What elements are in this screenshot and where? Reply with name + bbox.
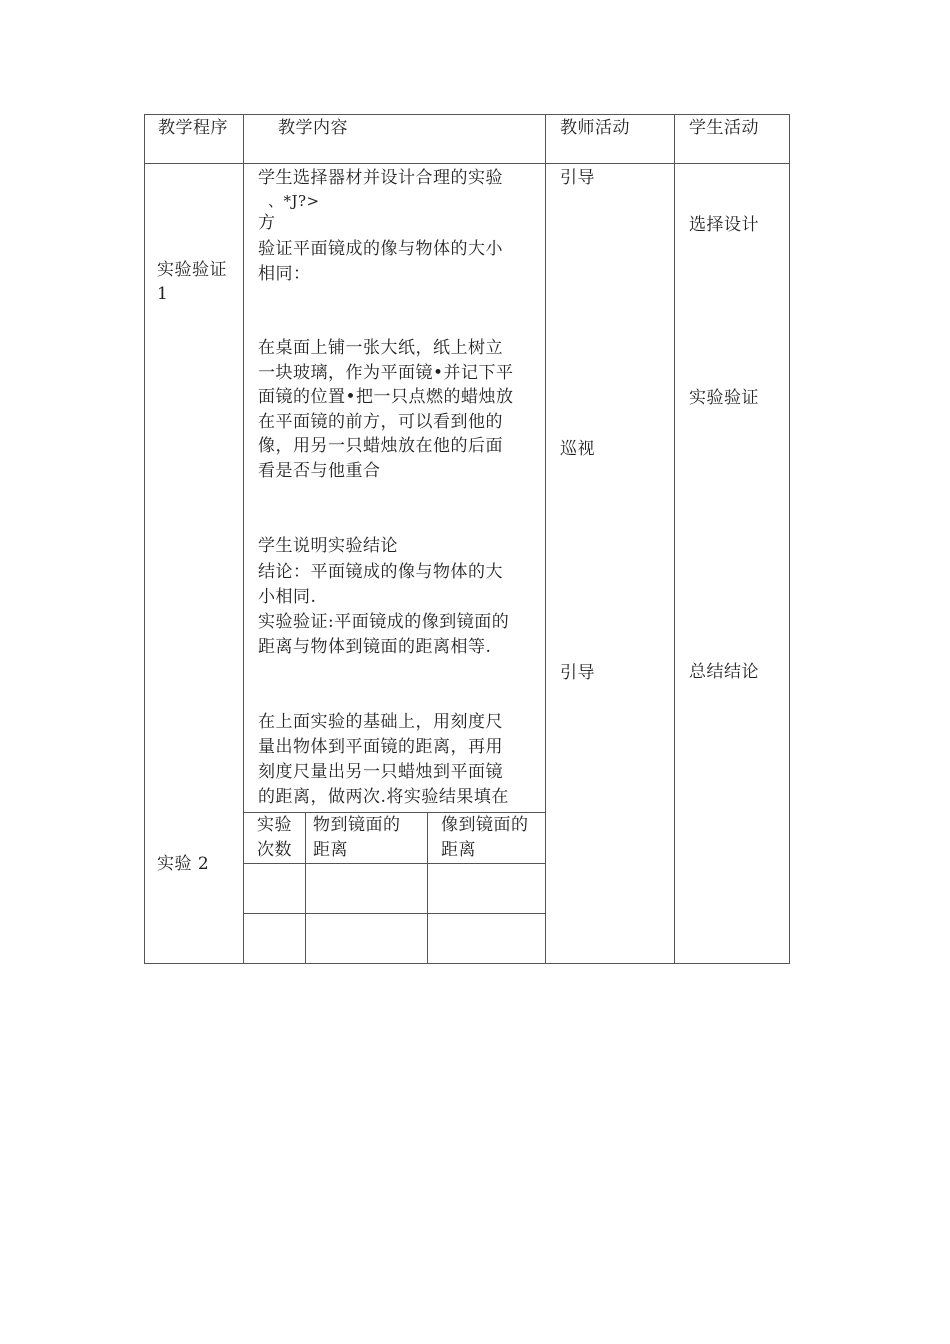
content-p1-line5: 相同：: [258, 264, 311, 284]
content-p1-line4: 验证平面镜成的像与物体的大小: [258, 239, 503, 259]
inner-col2-line1: 物到镜面的: [313, 815, 401, 835]
procedure-step1-line2: 1: [157, 284, 169, 304]
inner-col1-line2: 次数: [257, 840, 292, 860]
procedure-step1-line1: 实验验证: [157, 260, 227, 280]
content-p1-line3: 方: [258, 213, 276, 233]
content-p4-line1: 在上面实验的基础上，用刻度尺: [258, 712, 503, 732]
content-p2-line4: 在平面镜的前方，可以看到他的: [258, 412, 503, 432]
teacher-activity-3: 引导: [560, 663, 595, 683]
content-p4-line4: 的距离，做两次.将实验结果填在: [258, 787, 509, 807]
inner-col3-line2: 距离: [441, 840, 476, 860]
content-p4-line2: 量出物体到平面镜的距离，再用: [258, 737, 503, 757]
header-divider: [144, 163, 790, 164]
teacher-activity-1: 引导: [560, 168, 595, 188]
student-activity-1: 选择设计: [689, 215, 759, 235]
content-p3-line1: 学生说明实验结论: [258, 536, 398, 556]
content-p1-line2: 、*J?>: [268, 192, 320, 210]
inner-col1-line1: 实验: [257, 815, 292, 835]
content-p2-line5: 像，用另一只蜡烛放在他的后面: [258, 436, 503, 456]
content-p3-line4: 实验验证:平面镜成的像到镜面的: [258, 612, 510, 632]
inner-table-row-2: [243, 913, 545, 914]
content-p2-line2: 一块玻璃，作为平面镜•并记下平: [258, 363, 514, 383]
content-p2-line1: 在桌面上铺一张大纸，纸上树立: [258, 338, 503, 358]
inner-col-divider-1: [305, 812, 306, 964]
inner-col3-line1: 像到镜面的: [441, 815, 529, 835]
content-p3-line3: 小相同.: [258, 587, 317, 607]
header-procedure: 教学程序: [158, 118, 228, 138]
inner-table-row-1: [243, 863, 545, 864]
col-divider-1: [243, 114, 244, 964]
student-activity-3: 总结结论: [689, 662, 759, 682]
col-divider-2: [545, 114, 546, 964]
col-divider-3: [674, 114, 675, 964]
content-p3-line5: 距离与物体到镜面的距离相等.: [258, 637, 492, 657]
procedure-step2: 实验 2: [157, 854, 210, 874]
content-p3-line2: 结论：平面镜成的像与物体的大: [258, 562, 503, 582]
header-teacher: 教师活动: [560, 118, 630, 138]
content-p4-line3: 刻度尺量出另一只蜡烛到平面镜: [258, 762, 503, 782]
teacher-activity-2: 巡视: [560, 439, 595, 459]
content-p1-line1: 学生选择器材并设计合理的实验: [258, 168, 503, 188]
inner-col-divider-2: [427, 812, 428, 964]
content-p2-line6: 看是否与他重合: [258, 461, 381, 481]
content-p2-line3: 面镜的位置•把一只点燃的蜡烛放: [258, 387, 514, 407]
header-student: 学生活动: [689, 118, 759, 138]
inner-col2-line2: 距离: [313, 840, 348, 860]
student-activity-2: 实验验证: [689, 388, 759, 408]
header-content: 教学内容: [278, 118, 348, 138]
